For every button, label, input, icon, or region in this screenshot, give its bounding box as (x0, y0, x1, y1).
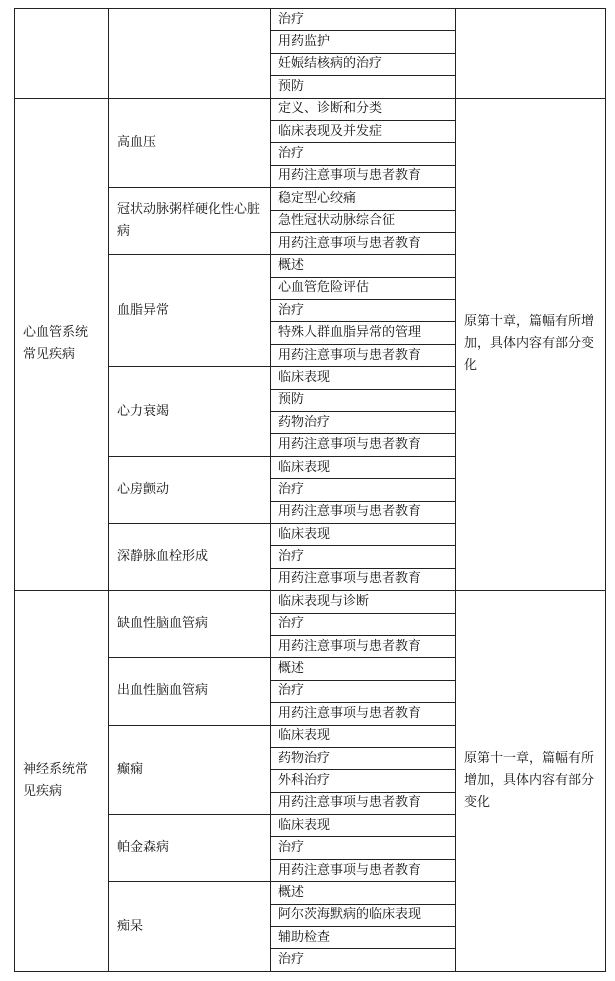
disease-cell: 血脂异常 (109, 255, 271, 367)
topic-cell: 稳定型心绞痛 (271, 188, 456, 210)
system-cell (15, 9, 109, 99)
topic-cell: 用药注意事项与患者教育 (271, 792, 456, 814)
topic-cell: 用药注意事项与患者教育 (271, 703, 456, 725)
topic-cell: 妊娠结核病的治疗 (271, 53, 456, 75)
topic-cell: 特殊人群血脂异常的管理 (271, 322, 456, 344)
disease-cell: 痴呆 (109, 882, 271, 972)
topic-cell: 用药注意事项与患者教育 (271, 568, 456, 590)
note-cell: 原第十章，篇幅有所增加，具体内容有部分变化 (456, 98, 606, 591)
system-cell: 神经系统常见疾病 (15, 591, 109, 972)
topic-cell: 治疗 (271, 546, 456, 568)
table-row (15, 98, 606, 120)
topic-cell: 用药监护 (271, 31, 456, 53)
topic-cell: 预防 (271, 76, 456, 98)
topic-cell: 治疗 (271, 9, 456, 31)
topic-cell: 临床表现及并发症 (271, 120, 456, 142)
topic-cell: 临床表现与诊断 (271, 591, 456, 613)
topic-cell: 治疗 (271, 479, 456, 501)
topic-cell: 临床表现 (271, 367, 456, 389)
topic-cell: 用药注意事项与患者教育 (271, 635, 456, 657)
topic-cell: 急性冠状动脉综合征 (271, 210, 456, 232)
disease-cell: 冠状动脉粥样硬化性心脏病 (109, 188, 271, 255)
disease-cell: 缺血性脑血管病 (109, 591, 271, 658)
topic-cell: 辅助检查 (271, 927, 456, 949)
system-cell: 心血管系统常见疾病 (15, 98, 109, 591)
topic-cell: 治疗 (271, 143, 456, 165)
topic-cell: 用药注意事项与患者教育 (271, 859, 456, 881)
topic-cell: 用药注意事项与患者教育 (271, 344, 456, 366)
disease-cell: 癫痫 (109, 725, 271, 815)
topic-cell: 治疗 (271, 680, 456, 702)
topic-cell: 治疗 (271, 837, 456, 859)
disease-cell: 帕金森病 (109, 815, 271, 882)
disease-cell: 心房颤动 (109, 456, 271, 523)
topic-cell: 概述 (271, 658, 456, 680)
syllabus-table (14, 8, 606, 972)
topic-cell: 临床表现 (271, 523, 456, 545)
topic-cell: 药物治疗 (271, 747, 456, 769)
topic-cell: 概述 (271, 255, 456, 277)
topic-cell: 用药注意事项与患者教育 (271, 165, 456, 187)
note-cell (456, 9, 606, 99)
table-row (15, 591, 606, 613)
disease-cell: 出血性脑血管病 (109, 658, 271, 725)
topic-cell: 用药注意事项与患者教育 (271, 232, 456, 254)
topic-cell: 用药注意事项与患者教育 (271, 501, 456, 523)
topic-cell: 药物治疗 (271, 412, 456, 434)
topic-cell: 阿尔茨海默病的临床表现 (271, 904, 456, 926)
topic-cell: 治疗 (271, 613, 456, 635)
note-cell: 原第十一章，篇幅有所增加，具体内容有部分变化 (456, 591, 606, 972)
disease-cell: 高血压 (109, 98, 271, 188)
topic-cell: 用药注意事项与患者教育 (271, 434, 456, 456)
topic-cell: 临床表现 (271, 815, 456, 837)
topic-cell: 概述 (271, 882, 456, 904)
topic-cell: 治疗 (271, 300, 456, 322)
disease-cell: 深静脉血栓形成 (109, 523, 271, 590)
table-row (15, 9, 606, 31)
topic-cell: 临床表现 (271, 456, 456, 478)
syllabus-table-body (15, 9, 606, 972)
topic-cell: 心血管危险评估 (271, 277, 456, 299)
topic-cell: 治疗 (271, 949, 456, 971)
disease-cell: 心力衰竭 (109, 367, 271, 457)
topic-cell: 临床表现 (271, 725, 456, 747)
topic-cell: 定义、诊断和分类 (271, 98, 456, 120)
topic-cell: 预防 (271, 389, 456, 411)
topic-cell: 外科治疗 (271, 770, 456, 792)
disease-cell (109, 9, 271, 99)
